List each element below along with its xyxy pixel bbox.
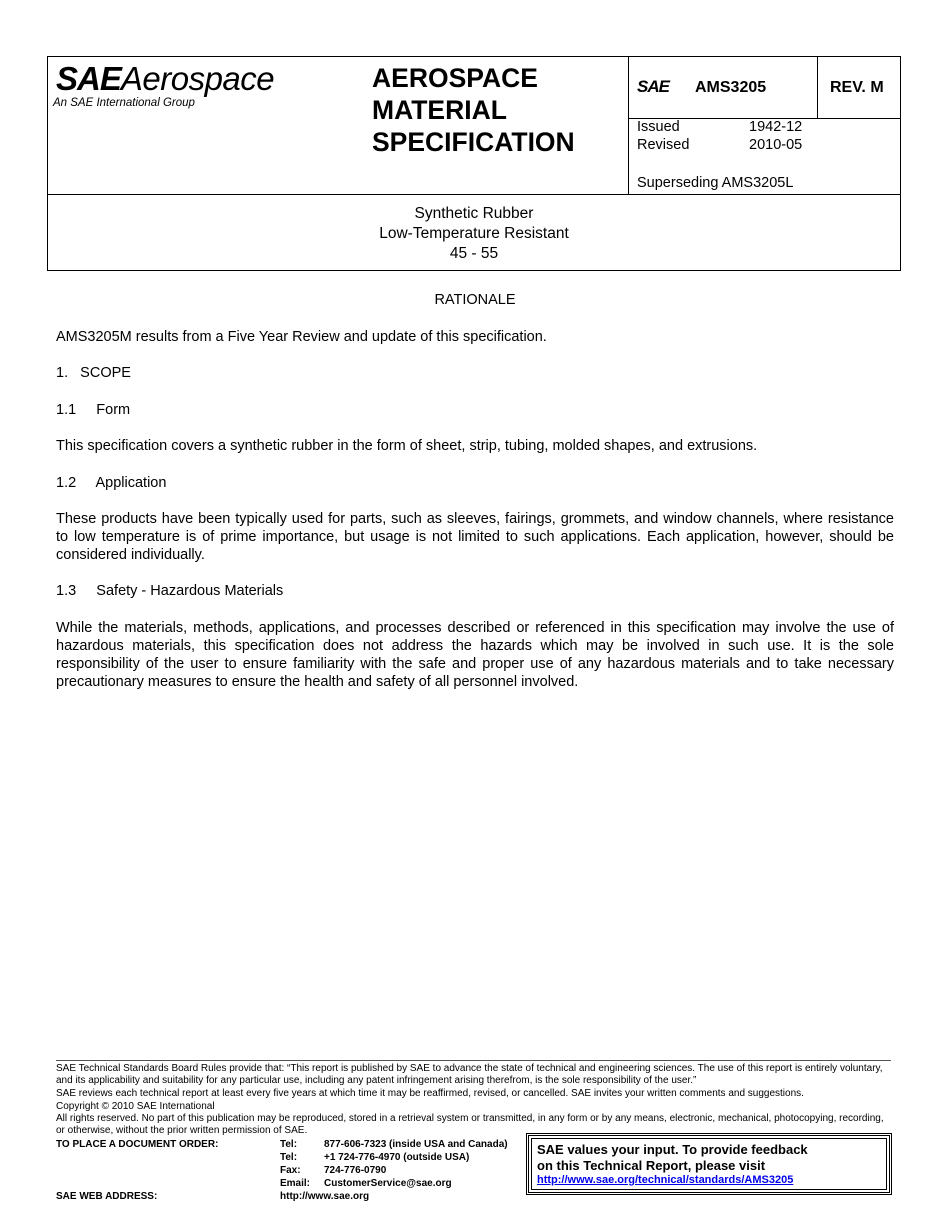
feedback-box (526, 1133, 892, 1195)
revised-date: 2010-05 (749, 137, 803, 153)
section-1-3-heading: 1.3 Safety - Hazardous Materials (56, 583, 284, 599)
logo-tagline: An SAE International Group (53, 97, 195, 109)
superseding-note: Superseding AMS3205L (637, 175, 794, 191)
web-address-label: SAE WEB ADDRESS: (56, 1191, 158, 1202)
section-1-1-text: This specification covers a synthetic rubber in the form of sheet, strip, tubing, molded shapes, and extrusions. (56, 438, 758, 454)
section-1-2-text: These products have been typically used for parts, such as sleeves, fairings, grommets, and window channels, where resistance to low temperature is of prime importance, but usage is not limited to such applications. Each application, however, should be considered individually. (56, 511, 894, 563)
logo-aerospace-text: Aerospace (120, 60, 275, 97)
copyright-text: Copyright © 2010 SAE International (56, 1101, 215, 1112)
title-line: AEROSPACE (372, 63, 538, 93)
header-column-divider (628, 57, 629, 194)
email-value[interactable]: CustomerService@sae.org (324, 1178, 452, 1189)
scope-heading: 1. SCOPE (56, 365, 131, 381)
rationale-text: AMS3205M results from a Five Year Review and update of this specification. (56, 329, 547, 345)
tel1-value: 877-606-7323 (inside USA and Canada) (324, 1139, 508, 1150)
document-subject (48, 204, 900, 264)
tel1-label: Tel: (280, 1139, 298, 1150)
rights-text: All rights reserved. No part of this publication may be reproduced, stored in a retrieval system or transmitted, in any form or by any means, electronic, mechanical, photocopying, recording, or otherwise, without the prior written permission of SAE. (56, 1113, 884, 1137)
issued-date: 1942-12 (749, 119, 803, 135)
subject-line: Synthetic Rubber (414, 205, 534, 222)
order-label: TO PLACE A DOCUMENT ORDER: (56, 1139, 219, 1150)
fax-value: 724-776-0790 (324, 1165, 387, 1176)
logo-sae-text: SAE (56, 60, 121, 97)
footer-rule (56, 1060, 891, 1061)
document-number: AMS3205 (695, 79, 767, 96)
header-rev-divider (817, 57, 818, 118)
rationale-heading: RATIONALE (434, 292, 516, 308)
document-type-title (372, 62, 575, 158)
review-text: SAE reviews each technical report at least every five years at which time it may be reaffirmed, revised, or cancelled. SAE invites your written comments and suggestions. (56, 1088, 804, 1099)
tel2-value: +1 724-776-4970 (outside USA) (324, 1152, 470, 1163)
email-label: Email: (280, 1178, 311, 1189)
title-line: SPECIFICATION (372, 127, 575, 157)
revised-label: Revised (637, 137, 690, 153)
web-address-value[interactable]: http://www.sae.org (280, 1191, 370, 1202)
feedback-link[interactable]: http://www.sae.org/technical/standards/AMS3205 (537, 1174, 794, 1186)
sae-aerospace-logo (56, 60, 274, 98)
section-1-3-text: While the materials, methods, applications, and processes described or referenced in this specification may involve the use of hazardous materials, this specification does not address the hazards which may be involved in such use. It is the sole responsibility of the user to ensure familiarity with the safe and proper use of any hazardous materials and to take necessary precautionary measures to ensure the health and safety of all personnel involved. (56, 620, 894, 690)
feedback-line-1: SAE values your input. To provide feedback (537, 1142, 808, 1157)
subject-line: Low-Temperature Resistant (379, 225, 569, 242)
fax-label: Fax: (280, 1165, 301, 1176)
section-1-2-heading: 1.2 Application (56, 475, 167, 491)
tel2-label: Tel: (280, 1152, 298, 1163)
header-divider (48, 194, 900, 195)
issued-label: Issued (637, 119, 680, 135)
subject-line: 45 - 55 (449, 245, 499, 262)
title-line: MATERIAL (372, 95, 507, 125)
section-1-1-heading: 1.1 Form (56, 402, 131, 418)
sae-mini-logo: SAE (637, 77, 669, 96)
feedback-line-2: on this Technical Report, please visit (537, 1158, 766, 1173)
document-header (47, 56, 901, 271)
tsb-rules-text: SAE Technical Standards Board Rules provide that: “This report is published by SAE to advance the state of technical and engineering sciences. The use of this report is entirely voluntary, and its applicability and suitability for any particular use, including any patent infringement arising therefrom, is the sole responsibility of the user.” (56, 1063, 883, 1087)
revision-label: REV. M (830, 79, 884, 96)
